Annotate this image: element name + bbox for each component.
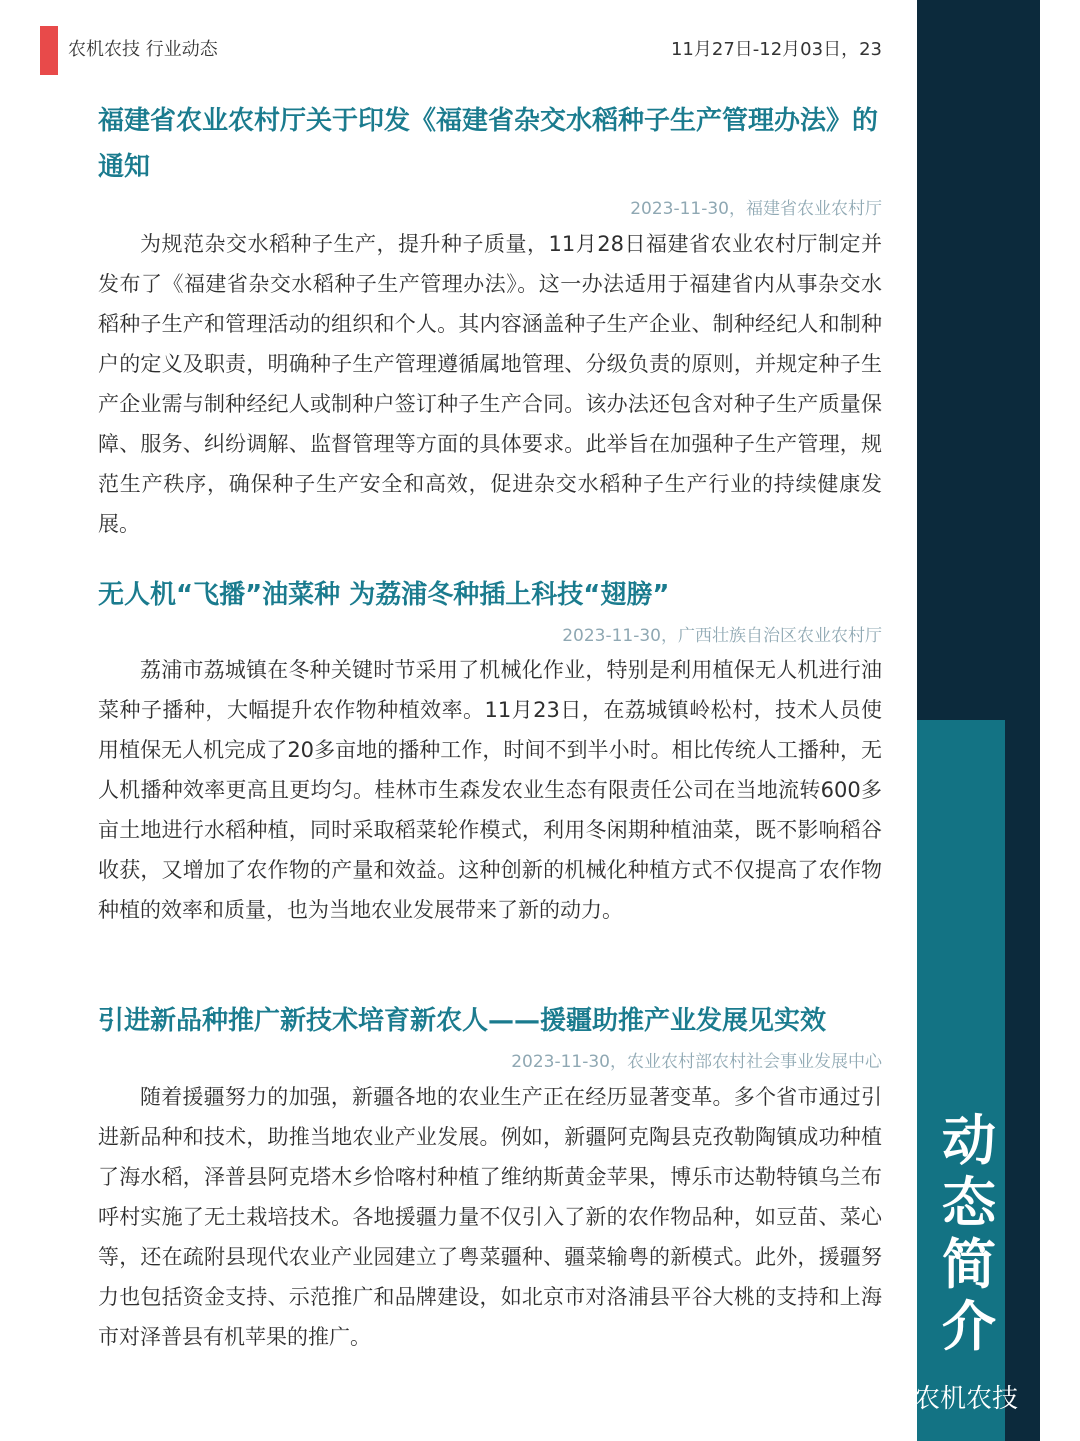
header-section-label: 农机农技 行业动态 (68, 39, 218, 60)
article-title: 引进新品种推广新技术培育新农人——援疆助推产业发展见实效 (98, 1006, 827, 1036)
wechat-icon (866, 1380, 910, 1414)
watermark-text: 农机农技 (914, 1384, 1019, 1414)
header-date-range: 11月27日-12月03日，23 (670, 39, 882, 60)
sidebar-title-char: 动 (942, 1109, 996, 1172)
article-title: 无人机“飞播”油菜种 为荔浦冬种插上科技“翅膀” (98, 580, 670, 610)
article-meta: 2023-11-30，广西壮族自治区农业农村厅 (562, 626, 882, 646)
article-body: 荔浦市荔城镇在冬种关键时节采用了机械化作业，特别是利用植保无人机进行油菜种子播种，大幅提升农作物种植效率。11月23日，在荔城镇岭松村，技术人员使用植保无人机完成了20多亩地的播种工作，时间不到半小时。相比传统人工播种，无人机播种效率更高且更均匀。桂林市生森发农业生态有限责任公司在当地流转600多亩土地进行水稻种植，同时采取稻菜轮作模式，利用冬闲期种植油菜，既不影响稻谷收获，又增加了农作物的产量和效益。这种创新的机械化种植方式不仅提高了农作物种植的效率和质量，也为当地农业发展带来了新的动力。 (98, 658, 882, 922)
sidebar-title-char: 介 (942, 1295, 996, 1358)
wechat-watermark (866, 1378, 1018, 1415)
sidebar-title (917, 1110, 1021, 1358)
sidebar-title-char: 简 (942, 1233, 996, 1296)
article-meta: 2023-11-30，福建省农业农村厅 (630, 199, 882, 219)
header-accent-bar (40, 26, 58, 75)
article-body: 随着援疆努力的加强，新疆各地的农业生产正在经历显著变革。多个省市通过引进新品种和技术，助推当地农业产业发展。例如，新疆阿克陶县克孜勒陶镇成功种植了海水稻，泽普县阿克塔木乡恰喀村种植了维纳斯黄金苹果，博乐市达勒特镇乌兰布呼村实施了无土栽培技术。各地援疆力量不仅引入了新的农作物品种，如豆苗、菜心等，还在疏附县现代农业产业园建立了粤菜疆种、疆菜输粤的新模式。此外，援疆努力也包括资金支持、示范推广和品牌建设，如北京市对洛浦县平谷大桃的支持和上海市对泽普县有机苹果的推广。 (98, 1085, 882, 1349)
article-meta: 2023-11-30，农业农村部农村社会事业发展中心 (511, 1052, 882, 1072)
article-title: 福建省农业农村厅关于印发《福建省杂交水稻种子生产管理办法》的通知 (98, 106, 879, 182)
sidebar-title-char: 态 (942, 1171, 996, 1234)
article-body: 为规范杂交水稻种子生产，提升种子质量，11月28日福建省农业农村厅制定并发布了《福建省杂交水稻种子生产管理办法》。这一办法适用于福建省内从事杂交水稻种子生产和管理活动的组织和个人。其内容涵盖种子生产企业、制种经纪人和制种户的定义及职责，明确种子生产管理遵循属地管理、分级负责的原则，并规定种子生产企业需与制种经纪人或制种户签订种子生产合同。该办法还包含对种子生产质量保障、服务、纠纷调解、监督管理等方面的具体要求。此举旨在加强种子生产管理，规范生产秩序，确保种子生产安全和高效，促进杂交水稻种子生产行业的持续健康发展。 (98, 232, 882, 536)
